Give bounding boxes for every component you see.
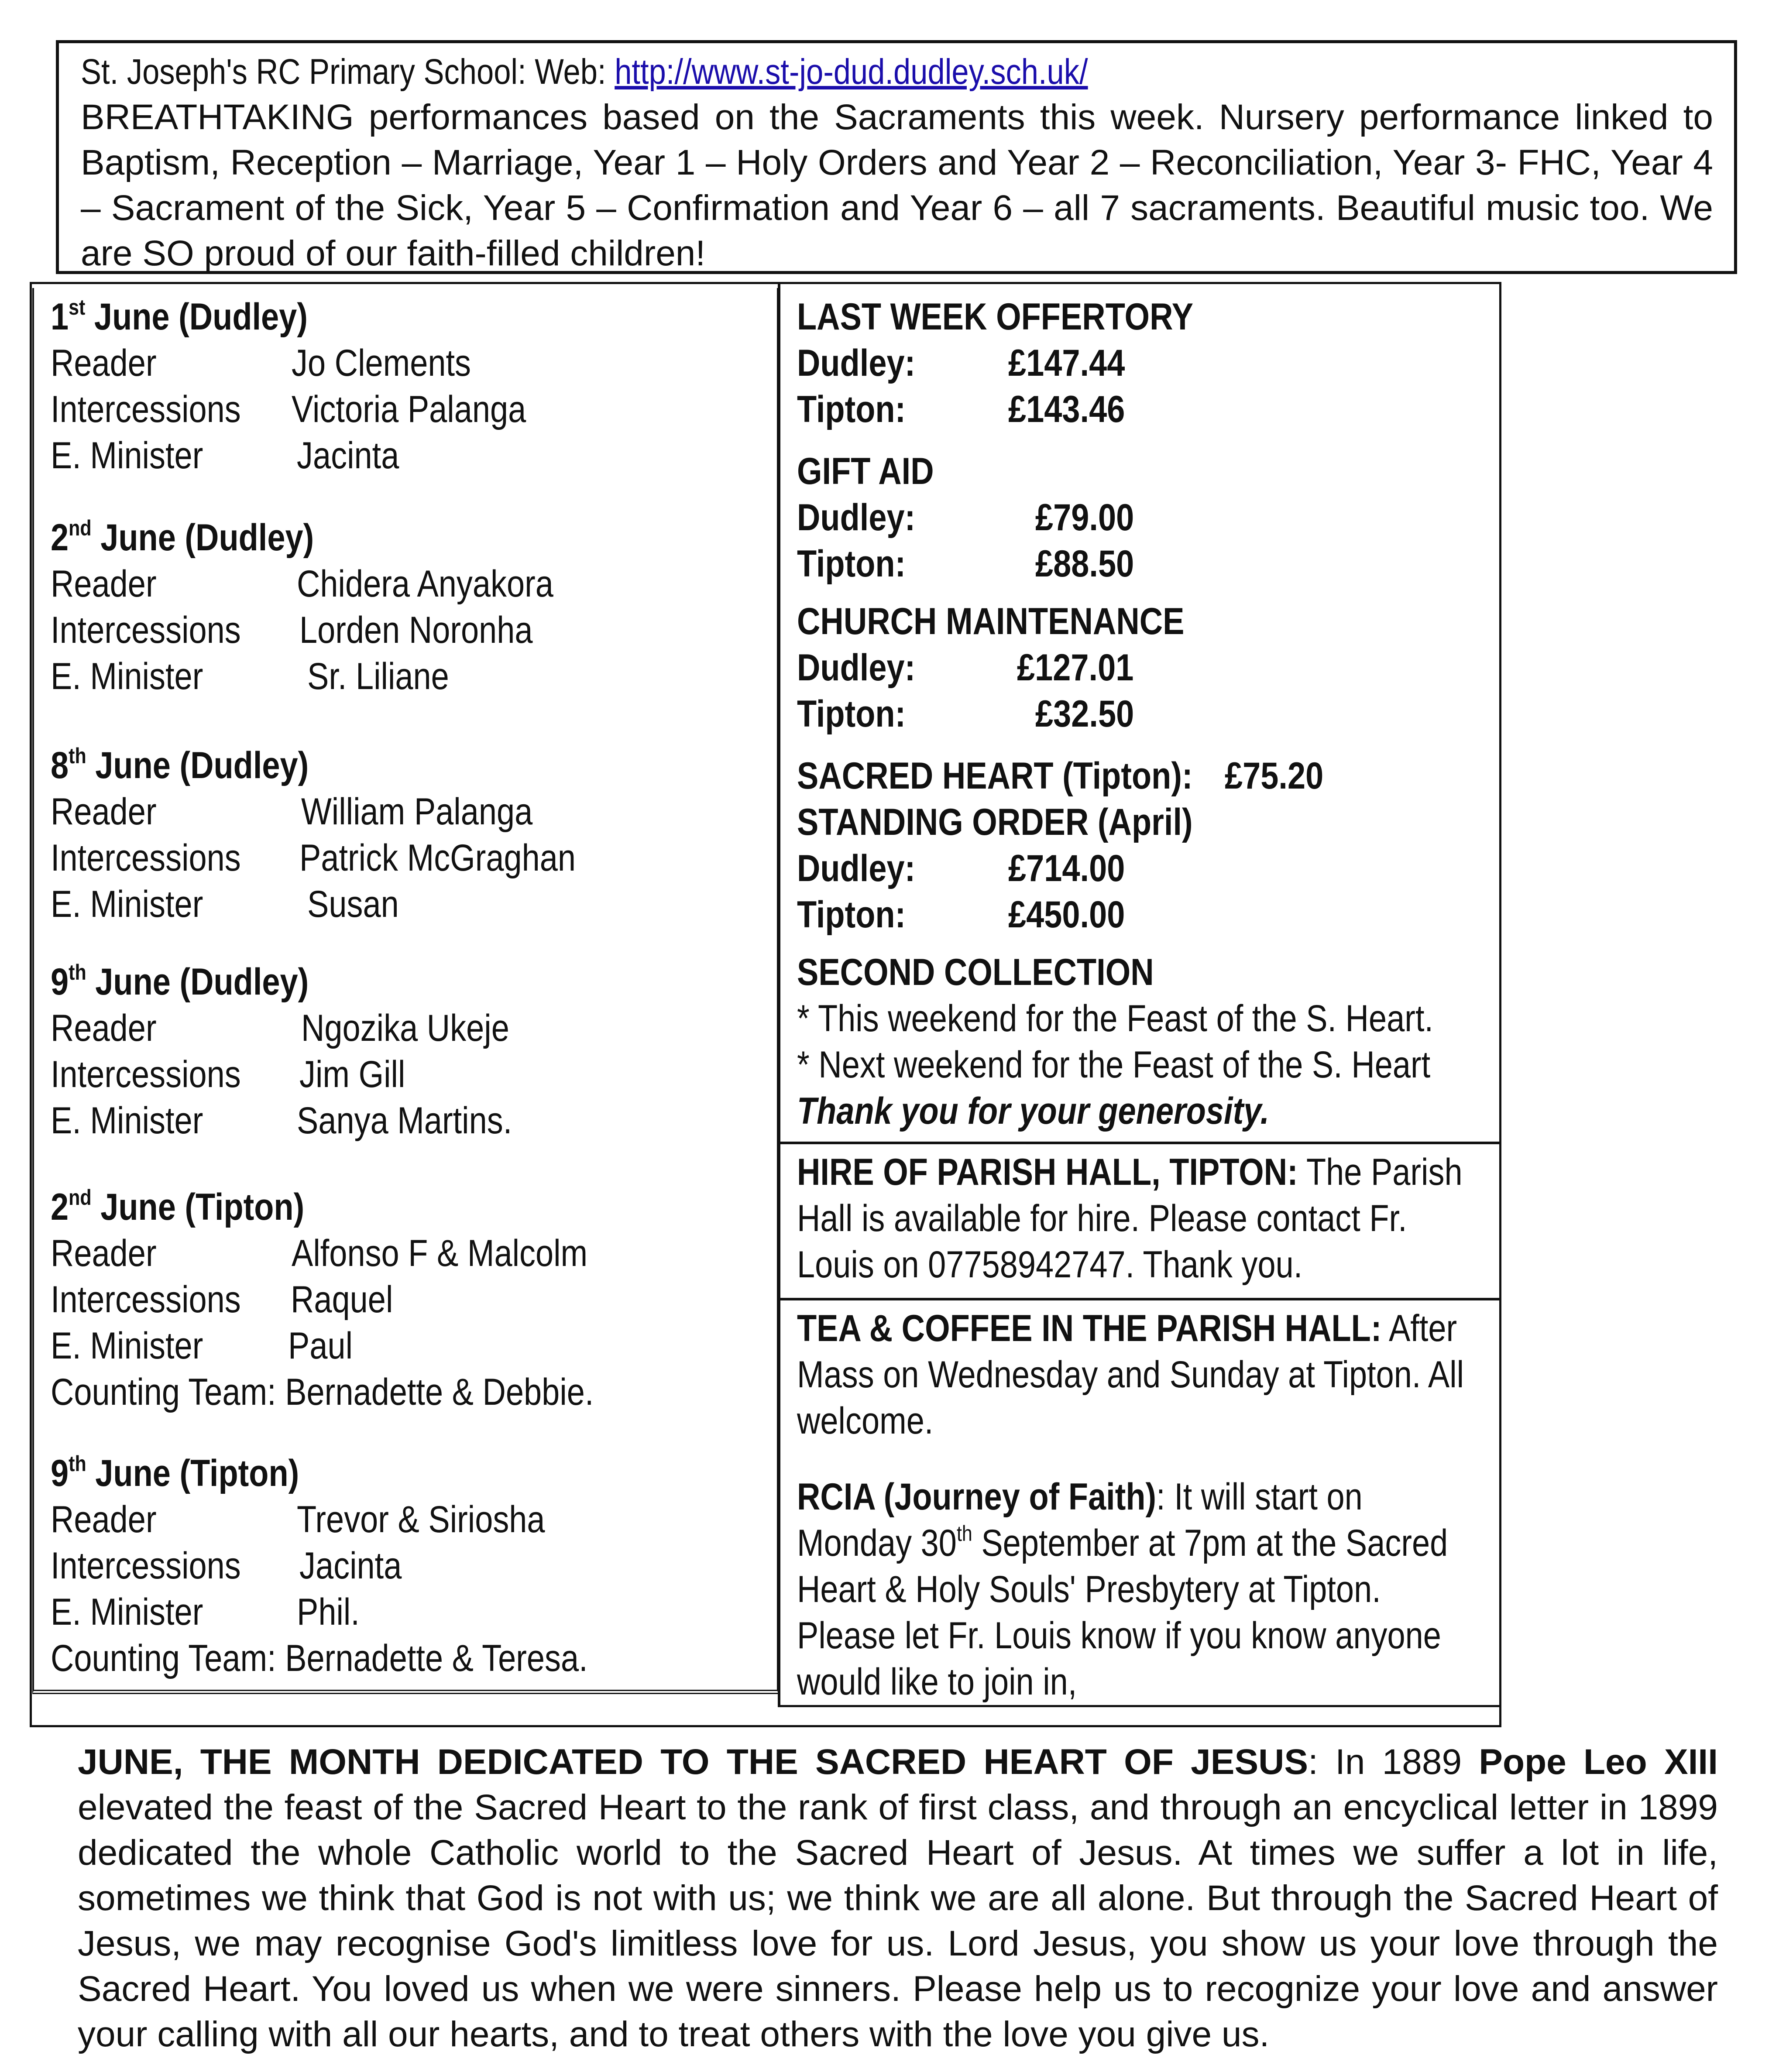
rota-person: Ngozika Ukeje bbox=[301, 1007, 509, 1049]
rcia-text: September at 7pm at the Sacred bbox=[972, 1522, 1448, 1564]
sacred-heart-label: SACRED HEART (Tipton): bbox=[797, 755, 1193, 797]
divider bbox=[778, 1142, 1501, 1144]
rota-role: Reader bbox=[51, 791, 157, 833]
rota-role: Reader bbox=[51, 1007, 157, 1049]
rota-person: Chidera Anyakora bbox=[297, 563, 553, 605]
tea-text: After bbox=[1381, 1307, 1457, 1349]
rota-day: 9 bbox=[51, 1452, 69, 1494]
article-text: elevated the feast of the Sacred Heart to the rank of first class, and through an encyclical letter in 1899 dedicated the whole Catholic world to the Sacred Heart of Jesus. At times we suffer a lot in life, sometimes we think that God is not with us; we think we are all alone. But through the Sacred Heart of Jesus, we may recognise God's limitless love for us. Lord Jesus, you show us your love through the Sacred Heart. You loved us when we were sinners. Please help us to recognize your love and answer your calling with all our hearts, and to treat others with the love you give us. bbox=[78, 1787, 1718, 2054]
rota-role: Intercessions bbox=[51, 1545, 241, 1587]
rota-role: E. Minister bbox=[51, 1325, 203, 1367]
school-label: St. Joseph's RC Primary School: Web: bbox=[81, 52, 606, 92]
rcia-line: Please let Fr. Louis know if you know anyone bbox=[797, 1615, 1441, 1657]
sacred-heart-article bbox=[78, 1739, 1718, 2057]
rota-role: E. Minister bbox=[51, 435, 203, 477]
maintenance-dudley-value: £127.01 bbox=[1017, 647, 1134, 689]
rota-role: Intercessions bbox=[51, 837, 241, 879]
rota-month-location: June (Dudley) bbox=[91, 517, 314, 559]
rota-role: Reader bbox=[51, 1232, 157, 1274]
rota-role: E. Minister bbox=[51, 1591, 203, 1633]
school-notice-box bbox=[56, 40, 1737, 274]
rota-person: Jo Clements bbox=[292, 342, 471, 384]
rcia-line bbox=[797, 1521, 1448, 1565]
rota-day: 2 bbox=[51, 1186, 69, 1228]
rota-month-location: June (Dudley) bbox=[85, 296, 308, 338]
school-notice-text: BREATHTAKING performances based on the Sacraments this week. Nursery performance linked to Baptism, Reception – Marriage, Year 1 – Holy Orders and Year 2 – Reconciliation, Year 3- FHC, Year 4 – Sacrament of the Sick, Year 5 – Confirmation and Year 6 – all 7 sacraments. Beautiful music too. We are SO proud of our faith-filled children! bbox=[81, 97, 1713, 273]
offertory-title: LAST WEEK OFFERTORY bbox=[797, 296, 1194, 338]
hall-hire-line: Louis on 07758942747. Thank you. bbox=[797, 1244, 1303, 1286]
hall-hire-text: The Parish bbox=[1298, 1151, 1463, 1193]
rota-role: Reader bbox=[51, 563, 157, 605]
rota-person: Lorden Noronha bbox=[299, 609, 533, 651]
rota-month-location: June (Tipton) bbox=[86, 1452, 299, 1494]
rota-person: Jacinta bbox=[299, 1545, 402, 1587]
rota-person: Victoria Palanga bbox=[292, 388, 526, 430]
rota-person: Paul bbox=[288, 1325, 353, 1367]
rota-date-heading bbox=[51, 1185, 304, 1229]
rota-day: 2 bbox=[51, 517, 69, 559]
rota-date-heading bbox=[51, 960, 309, 1004]
hall-hire-line bbox=[797, 1150, 1463, 1194]
rota-day-suffix: nd bbox=[69, 516, 92, 540]
rota-role: E. Minister bbox=[51, 655, 203, 697]
rcia-text: Monday 30 bbox=[797, 1522, 957, 1564]
tea-line: welcome. bbox=[797, 1400, 934, 1442]
article-title: JUNE, THE MONTH DEDICATED TO THE SACRED HEART OF JESUS bbox=[78, 1742, 1308, 1782]
maintenance-title: CHURCH MAINTENANCE bbox=[797, 600, 1185, 642]
gift-aid-tipton-label: Tipton: bbox=[797, 543, 906, 585]
article-text: : In 1889 bbox=[1308, 1742, 1479, 1782]
rcia-line: would like to join in, bbox=[797, 1661, 1077, 1703]
rota-person: Raquel bbox=[291, 1279, 393, 1321]
rota-day: 1 bbox=[51, 296, 69, 338]
maintenance-dudley-label: Dudley: bbox=[797, 647, 916, 689]
rota-role: Reader bbox=[51, 1499, 157, 1540]
standing-order-tipton-value: £450.00 bbox=[1008, 894, 1125, 936]
standing-order-dudley-label: Dudley: bbox=[797, 847, 916, 889]
rota-day: 8 bbox=[51, 744, 69, 786]
gift-aid-dudley-value: £79.00 bbox=[1035, 497, 1134, 539]
rota-date-heading bbox=[51, 744, 309, 787]
offertory-tipton-value: £143.46 bbox=[1008, 388, 1125, 430]
standing-order-title: STANDING ORDER (April) bbox=[797, 801, 1193, 843]
rcia-text: : It will start on bbox=[1156, 1476, 1363, 1518]
counting-team: Counting Team: Bernadette & Teresa. bbox=[51, 1637, 588, 1679]
rota-day-suffix: st bbox=[69, 295, 86, 319]
rota-day-suffix: th bbox=[69, 960, 86, 985]
divider bbox=[778, 1298, 1501, 1300]
second-collection-title: SECOND COLLECTION bbox=[797, 951, 1154, 993]
rota-person: Sr. Liliane bbox=[307, 655, 449, 697]
rcia-line bbox=[797, 1475, 1363, 1519]
rota-role: Intercessions bbox=[51, 1053, 241, 1095]
rota-role: Intercessions bbox=[51, 1279, 241, 1321]
rota-month-location: June (Dudley) bbox=[86, 744, 309, 786]
rota-person: Alfonso F & Malcolm bbox=[292, 1232, 588, 1274]
rota-role: Intercessions bbox=[51, 609, 241, 651]
tea-line: Mass on Wednesday and Sunday at Tipton. All bbox=[797, 1354, 1464, 1396]
rota-person: Phil. bbox=[297, 1591, 360, 1633]
rota-day-suffix: th bbox=[69, 1451, 86, 1476]
thank-you-text: Thank you for your generosity. bbox=[797, 1090, 1270, 1132]
offertory-dudley-value: £147.44 bbox=[1008, 342, 1125, 384]
tea-title: TEA & COFFEE IN THE PARISH HALL: bbox=[797, 1307, 1382, 1349]
rota-person: William Palanga bbox=[301, 791, 533, 833]
maintenance-tipton-label: Tipton: bbox=[797, 693, 906, 735]
rota-day: 9 bbox=[51, 961, 69, 1003]
rota-person: Jim Gill bbox=[299, 1053, 405, 1095]
maintenance-tipton-value: £32.50 bbox=[1035, 693, 1134, 735]
rota-month-location: June (Tipton) bbox=[91, 1186, 305, 1228]
standing-order-tipton-label: Tipton: bbox=[797, 894, 906, 936]
rota-role: Reader bbox=[51, 342, 157, 384]
rcia-title: RCIA (Journey of Faith) bbox=[797, 1476, 1157, 1518]
school-web-line bbox=[81, 49, 1484, 95]
second-collection-line: * This weekend for the Feast of the S. Heart. bbox=[797, 998, 1434, 1039]
tea-line bbox=[797, 1307, 1457, 1350]
counting-team: Counting Team: Bernadette & Debbie. bbox=[51, 1371, 594, 1413]
sacred-heart-value: £75.20 bbox=[1225, 755, 1324, 797]
rota-role: E. Minister bbox=[51, 883, 203, 925]
rota-person: Jacinta bbox=[297, 435, 399, 477]
rota-date-heading bbox=[51, 295, 308, 339]
rota-month-location: June (Dudley) bbox=[86, 961, 309, 1003]
rota-person: Trevor & Siriosha bbox=[297, 1499, 545, 1540]
rota-role: E. Minister bbox=[51, 1100, 203, 1142]
rota-date-heading bbox=[51, 1451, 299, 1495]
second-collection-line: * Next weekend for the Feast of the S. Heart bbox=[797, 1044, 1431, 1086]
offertory-dudley-label: Dudley: bbox=[797, 342, 916, 384]
hall-hire-title: HIRE OF PARISH HALL, TIPTON: bbox=[797, 1151, 1298, 1193]
gift-aid-title: GIFT AID bbox=[797, 450, 934, 492]
rota-date-heading bbox=[51, 516, 314, 559]
rota-day-suffix: nd bbox=[69, 1185, 92, 1210]
rota-day-suffix: th bbox=[69, 744, 86, 768]
school-website-link[interactable]: http://www.st-jo-dud.dudley.sch.uk/ bbox=[615, 52, 1088, 92]
hall-hire-line: Hall is available for hire. Please contact Fr. bbox=[797, 1197, 1407, 1239]
rota-role: Intercessions bbox=[51, 388, 241, 430]
rota-person: Sanya Martins. bbox=[297, 1100, 512, 1142]
gift-aid-tipton-value: £88.50 bbox=[1035, 543, 1134, 585]
standing-order-dudley-value: £714.00 bbox=[1008, 847, 1125, 889]
rota-person: Susan bbox=[307, 883, 399, 925]
offertory-tipton-label: Tipton: bbox=[797, 388, 906, 430]
rcia-line: Heart & Holy Souls' Presbytery at Tipton. bbox=[797, 1568, 1381, 1610]
article-pope: Pope Leo XIII bbox=[1479, 1742, 1718, 1782]
gift-aid-dudley-label: Dudley: bbox=[797, 497, 916, 539]
rota-person: Patrick McGraghan bbox=[299, 837, 576, 879]
rcia-sup: th bbox=[956, 1521, 972, 1546]
